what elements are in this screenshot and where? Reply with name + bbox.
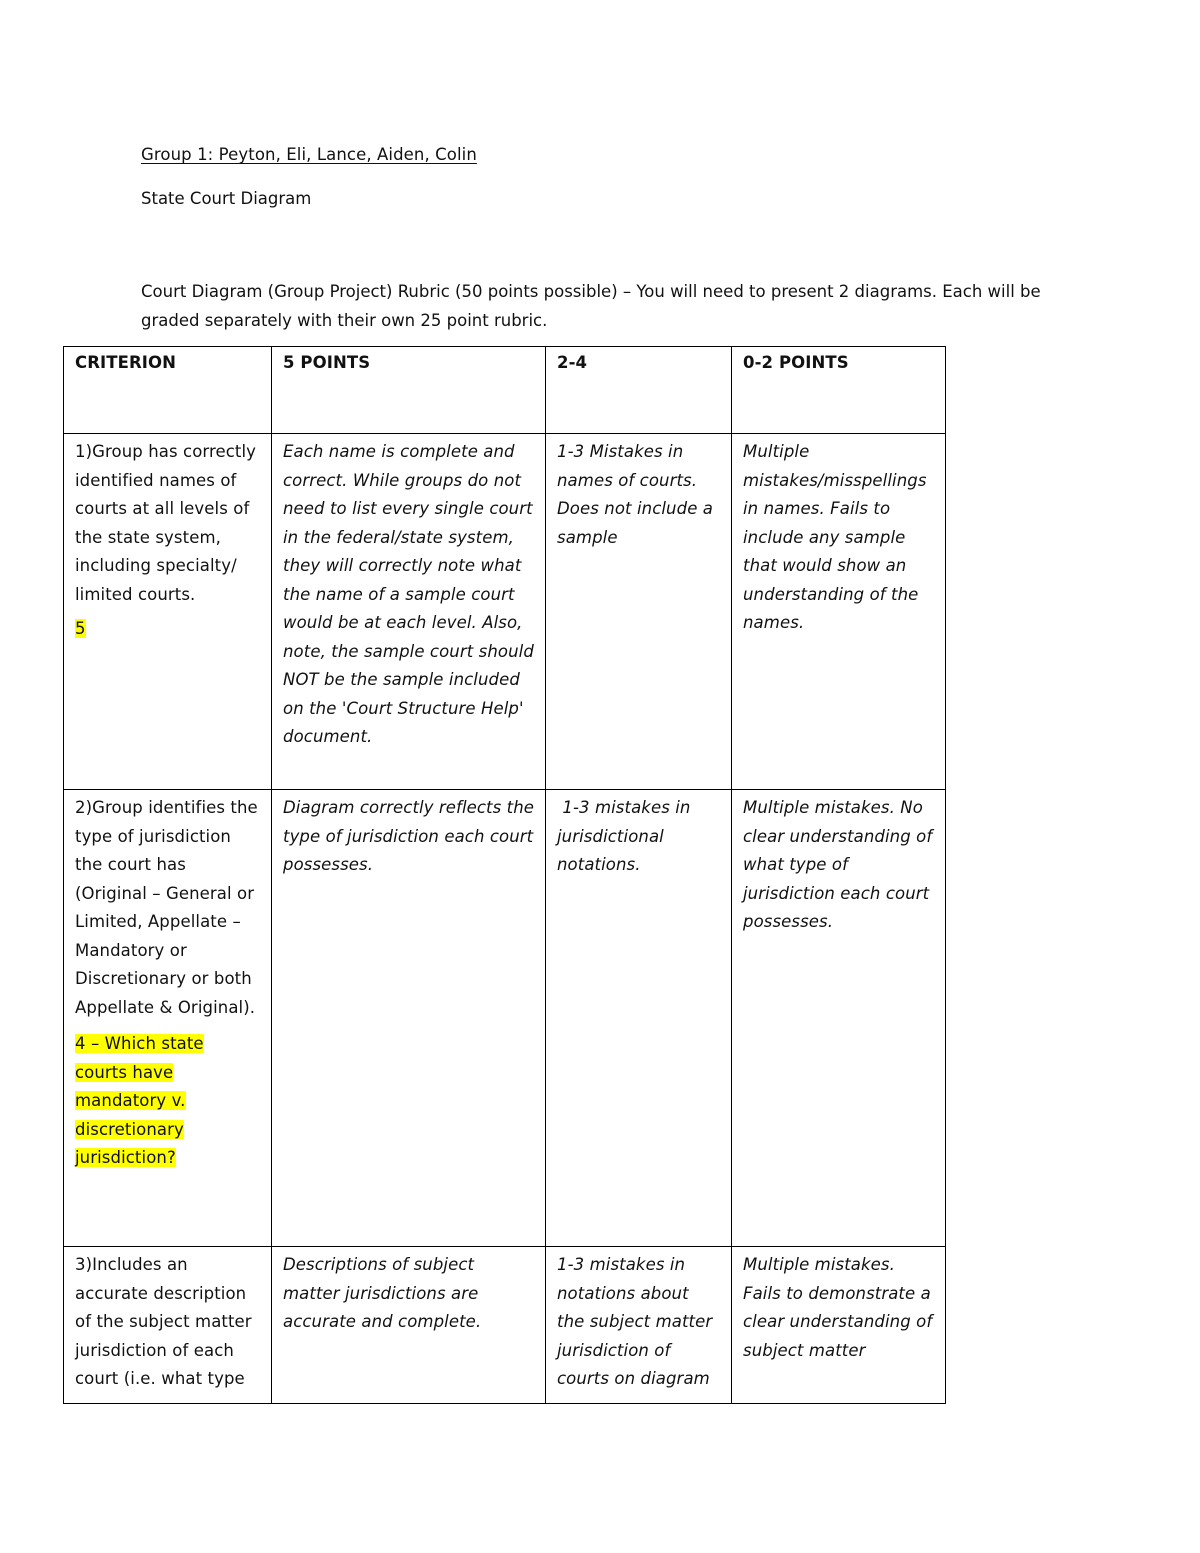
document-subtitle: State Court Diagram [141, 189, 312, 208]
five-points-description: Descriptions of subject matter jurisdictions are accurate and complete. [283, 1255, 482, 1331]
zero-two-points-description: Multiple mistakes. No clear understanding of what type of jurisdiction each court possesses. [743, 798, 933, 931]
zero-two-points-description: Multiple mistakes/misspellings in names. Fails to include any sample that would show an understanding of the names. [743, 442, 927, 632]
group-members-heading: Group 1: Peyton, Eli, Lance, Aiden, Colin [141, 145, 477, 164]
zero-two-points-description: Multiple mistakes. Fails to demonstrate a clear understanding of subject matter [743, 1255, 933, 1360]
five-points-cell [272, 1247, 546, 1404]
zero-two-points-cell [732, 790, 946, 1247]
five-points-cell [272, 434, 546, 790]
criterion-cell [64, 434, 272, 790]
five-points-cell [272, 790, 546, 1247]
two-four-points-cell [546, 1247, 732, 1404]
two-four-points-cell [546, 434, 732, 790]
zero-two-points-cell [732, 434, 946, 790]
five-points-description: Diagram correctly reflects the type of jurisdiction each court possesses. [283, 798, 535, 874]
five-points-description: Each name is complete and correct. While groups do not need to list every single court in the federal/state system, they will correctly note what the name of a sample court would be at each level. Also, note, the sample court should NOT be the sample included on the 'Court Structure Help' document. [283, 442, 534, 746]
header-5-points: 5 POINTS [272, 347, 546, 434]
score-highlight: 4 – Which state courts have mandatory v. discretionary jurisdiction? [75, 1034, 204, 1167]
rubric-header-row [64, 347, 946, 434]
rubric-introduction: Court Diagram (Group Project) Rubric (50 points possible) – You will need to present 2 diagrams. Each will be graded separately with their own 25 point rubric. [141, 282, 1041, 330]
criterion-text: 2)Group identifies the type of jurisdiction the court has (Original – General or Limited, Appellate – Mandatory or Discretionary or both Appellate & Original). [75, 798, 258, 1017]
rubric-table [63, 346, 946, 1404]
criterion-text: 3)Includes an accurate description of the subject matter jurisdiction of each court (i.e. what type [75, 1255, 252, 1388]
header-2-4-points: 2-4 [546, 347, 732, 434]
rubric-row-court-names [64, 434, 946, 790]
criterion-cell [64, 1247, 272, 1404]
criterion-text: 1)Group has correctly identified names of courts at all levels of the state system, including specialty/ limited courts. [75, 442, 257, 604]
score-highlight: 5 [75, 619, 86, 638]
two-four-points-description: 1-3 mistakes in jurisdictional notations. [557, 798, 696, 874]
rubric-row-jurisdiction-type [64, 790, 946, 1247]
two-four-points-description: 1-3 mistakes in notations about the subject matter jurisdiction of courts on diagram [557, 1255, 713, 1388]
header-criterion: CRITERION [64, 347, 272, 434]
two-four-points-cell [546, 790, 732, 1247]
two-four-points-description: 1-3 Mistakes in names of courts. Does not include a sample [557, 442, 713, 547]
rubric-row-subject-matter [64, 1247, 946, 1404]
criterion-cell [64, 790, 272, 1247]
zero-two-points-cell [732, 1247, 946, 1404]
header-0-2-points: 0-2 POINTS [732, 347, 946, 434]
